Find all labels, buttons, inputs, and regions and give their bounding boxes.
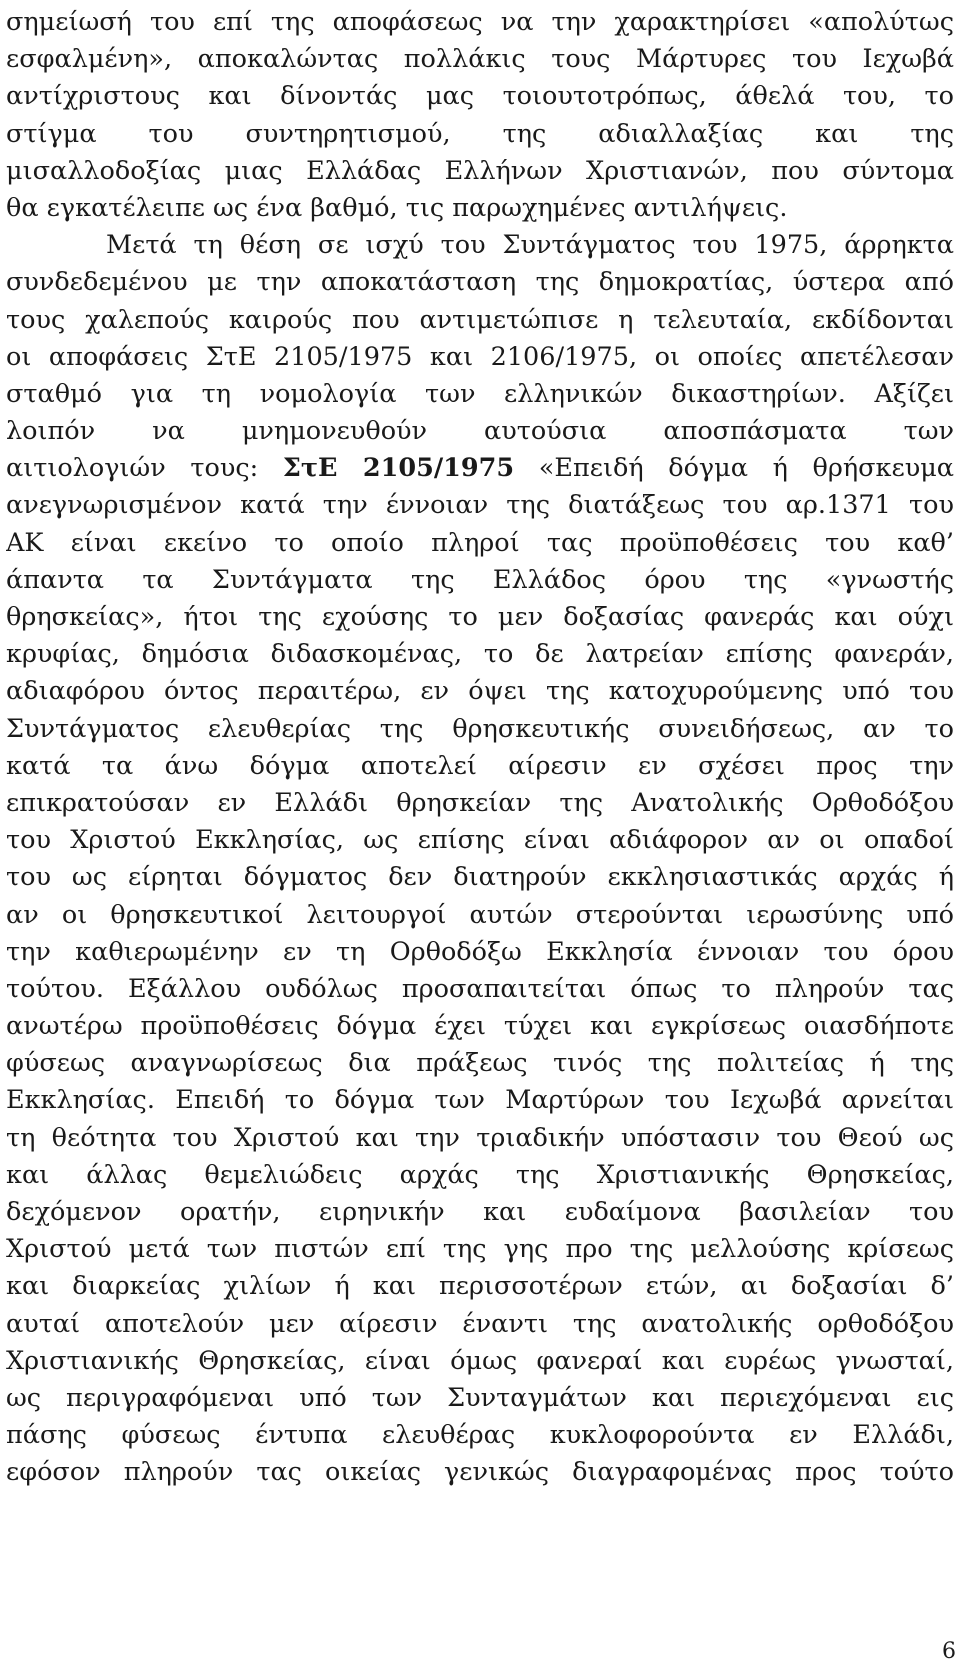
text-line: τη θεότητα του Χριστού και την τριαδικήν υπόστασιν του Θεού ως bbox=[6, 1122, 954, 1153]
text-line: αυταί αποτελούν μεν αίρεσιν έναντι της ανατολικής ορθοδόξου bbox=[6, 1308, 954, 1339]
text-line: και άλλας θεμελιώδεις αρχάς της Χριστιανικής Θρησκείας, bbox=[6, 1159, 954, 1190]
text-line: σταθμό για τη νομολογία των ελληνικών δικαστηρίων. Αξίζει bbox=[6, 378, 954, 409]
text-line: ανωτέρω προϋποθέσεις δόγμα έχει τύχει και εγκρίσεως οιασδήποτε bbox=[6, 1011, 954, 1042]
text-line: πάσης φύσεως έντυπα ελευθέρας κυκλοφορούντα εν Ελλάδι, bbox=[6, 1420, 954, 1451]
text-line: συνδεδεμένου με την αποκατάσταση της δημοκρατίας, ύστερα από bbox=[6, 267, 954, 298]
text-line: του Χριστού Εκκλησίας, ως επίσης είναι αδιάφορον αν οι οπαδοί bbox=[6, 825, 954, 856]
text-line: Εκκλησίας. Επειδή το δόγμα των Μαρτύρων του Ιεχωβά αρνείται bbox=[6, 1085, 954, 1116]
text-line: λοιπόν να μνημονευθούν αυτούσια αποσπάσματα των bbox=[6, 416, 954, 447]
text-line: επικρατούσαν εν Ελλάδι θρησκείαν της Ανατολικής Ορθοδόξου bbox=[6, 787, 954, 818]
text-line: δεχόμενον ορατήν, ειρηνικήν και ευδαίμονα βασιλείαν του bbox=[6, 1197, 954, 1227]
text-line: φύσεως αναγνωρίσεως δια πράξεως τινός της πολιτείας ή της bbox=[6, 1048, 954, 1079]
text-line: θρησκείας», ήτοι της εχούσης το μεν δοξασίας φανεράς και ούχι bbox=[6, 602, 954, 632]
text-line: σημείωσή του επί της αποφάσεως να την χαρακτηρίσει «απολύτως bbox=[6, 7, 954, 37]
page-number: 6 bbox=[942, 1639, 956, 1664]
text-line: μισαλλοδοξίας μιας Ελλάδας Ελλήνων Χριστιανών, που σύντομα bbox=[6, 155, 954, 186]
text-line: οι αποφάσεις ΣτΕ 2105/1975 και 2106/1975, οι οποίες απετέλεσαν bbox=[6, 341, 954, 372]
text-fragment: «Επειδή δόγμα ή θρήσκευμα bbox=[538, 453, 954, 484]
text-line: τους χαλεπούς καιρούς που αντιμετώπισε η τελευταία, εκδίδονται bbox=[6, 304, 954, 335]
text-line: την καθιερωμένην εν τη Ορθοδόξω Εκκλησία έννοιαν του όρου bbox=[6, 936, 954, 967]
text-line: αν οι θρησκευτικοί λειτουργοί αυτών στερούνται ιερωσύνης υπό bbox=[6, 899, 954, 930]
text-line: στίγμα του συντηρητισμού, της αδιαλλαξίας και της bbox=[6, 118, 954, 149]
text-line: ανεγνωρισμένον κατά την έννοιαν της διατάξεως του αρ.1371 του bbox=[6, 490, 954, 521]
text-line: εφόσον πληρούν τας οικείας γενικώς διαγραφομένας προς τούτο bbox=[6, 1457, 954, 1488]
text-line: κρυφίας, δημόσια διδασκομένας, το δε λατρείαν επίσης φανεράν, bbox=[6, 639, 954, 670]
text-line: του ως είρηται δόγματος δεν διατηρούν εκκλησιαστικάς αρχάς ή bbox=[6, 862, 954, 893]
text-line: και διαρκείας χιλίων ή και περισσοτέρων ετών, αι δοξασίαι δ’ bbox=[6, 1271, 954, 1302]
text-line: κατά τα άνω δόγμα αποτελεί αίρεσιν εν σχέσει προς την bbox=[6, 750, 954, 781]
text-line: θα εγκατέλειπε ως ένα βαθμό, τις παρωχημένες αντιλήψεις. bbox=[6, 192, 788, 223]
text-line: Συντάγματος ελευθερίας της θρησκευτικής συνειδήσεως, αν το bbox=[6, 713, 954, 744]
text-fragment: αιτιολογιών τους: bbox=[6, 453, 259, 484]
text-line-with-citation bbox=[6, 450, 954, 487]
text-line: Χριστού μετά των πιστών επί της γης προ της μελλούσης κρίσεως bbox=[6, 1234, 954, 1265]
text-line: τούτου. Εξάλλου ουδόλως προσαπαιτείται όπως το πληρούν τας bbox=[6, 973, 954, 1004]
text-line: ΑΚ είναι εκείνο το οποίο πληροί τας προϋποθέσεις του καθ’ bbox=[6, 527, 954, 558]
text-line: εσφαλμένη», αποκαλώντας πολλάκις τους Μάρτυρες του Ιεχωβά bbox=[6, 44, 954, 75]
paragraph-start-line: Μετά τη θέση σε ισχύ του Συντάγματος του 1975, άρρηκτα bbox=[106, 230, 954, 261]
text-line: αδιαφόρου όντος περαιτέρω, εν όψει της κατοχυρούμενης υπό του bbox=[6, 676, 954, 707]
text-line: αντίχριστους και δίνοντάς μας τοιουτοτρόπως, άθελά του, το bbox=[6, 81, 954, 112]
bold-citation: ΣτΕ 2105/1975 bbox=[282, 453, 515, 484]
text-line: Χριστιανικής Θρησκείας, είναι όμως φανεραί και ευρέως γνωσταί, bbox=[6, 1345, 954, 1376]
text-line: άπαντα τα Συντάγματα της Ελλάδος όρου της «γνωστής bbox=[6, 564, 954, 595]
body-text bbox=[6, 4, 954, 1492]
text-line: ως περιγραφόμεναι υπό των Συνταγμάτων και περιεχόμεναι εις bbox=[6, 1382, 954, 1413]
